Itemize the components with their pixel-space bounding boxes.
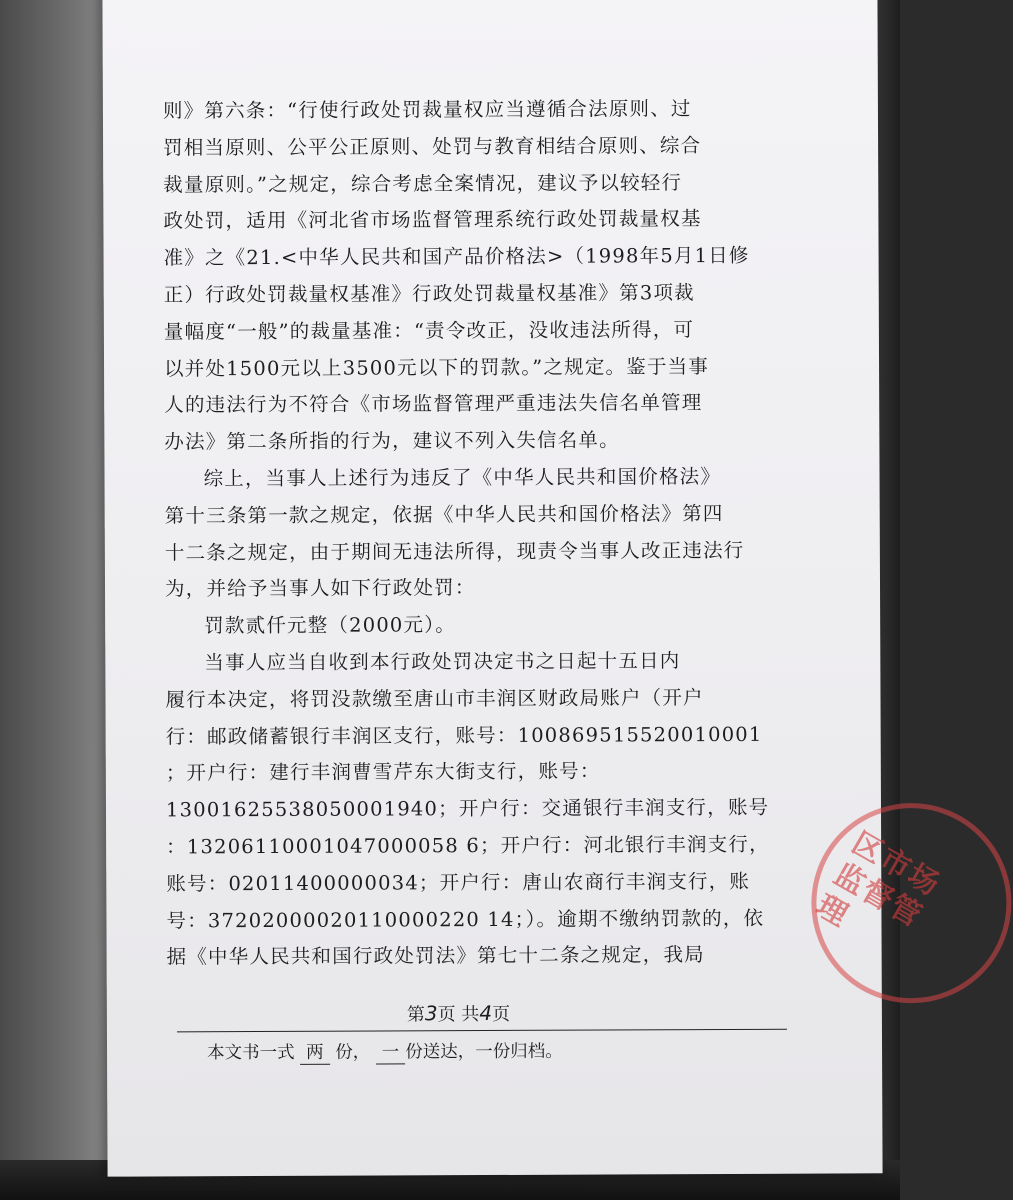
- text-line: 当事人应当自收到本行政处罚决定书之日起十五日内: [204, 649, 681, 675]
- text-line: 号：37202000020110000220 14；）。逾期不缴纳罚款的，依: [166, 906, 765, 932]
- text-line: 据《中华人民共和国行政处罚法》第七十二条之规定，我局: [166, 943, 705, 969]
- text-line: 综上，当事人上述行为违反了《中华人民共和国价格法》: [203, 464, 722, 491]
- seal-text: 区市场监督管理: [810, 825, 947, 935]
- text-line: 账号：02011400000034；开户行：唐山农商行丰润支行，账: [166, 869, 751, 896]
- text-line: 为，并给予当事人如下行政处罚：: [164, 576, 476, 601]
- text-line: ：13206110001047000058 6；开户行：河北银行丰润支行，: [166, 832, 770, 859]
- desk-background-left: [0, 0, 112, 1200]
- footer-divider: [177, 1029, 787, 1033]
- text-line: 则》第六条：“行使行政处罚裁量权应当遵循合法原则、过: [162, 97, 692, 123]
- text-line: 量幅度“一般”的裁量基准：“责令改正，没收违法所得，可: [163, 317, 695, 344]
- copies-prefix: 本文书一式: [207, 1042, 295, 1064]
- text-line: 十二条之规定，由于期间无违法所得，现责令当事人改正违法行: [164, 538, 745, 564]
- document-body: [163, 91, 787, 977]
- text-line: 办法》第二条所指的行为，建议不列入失信名单。: [164, 428, 620, 454]
- copies-note: [207, 1038, 563, 1066]
- page-prefix: 第: [406, 1004, 425, 1026]
- text-line: 履行本决定，将罚没款缴至唐山市丰润区财政局账户（开户: [165, 685, 704, 712]
- text-line: ；开户行：建行丰润曹雪芹东大街支行，账号：: [165, 759, 601, 785]
- copies-suffix: 份送达，一份归档。: [405, 1041, 563, 1063]
- text-line: 第十三条第一款之规定，依据《中华人民共和国价格法》第四: [164, 501, 724, 528]
- text-line: 以并处1500元以上3500元以下的罚款。”之规定。鉴于当事: [164, 354, 710, 381]
- copies-mid: 份，: [335, 1042, 371, 1063]
- page-suffix: 页: [492, 1003, 511, 1026]
- page-total-handwritten: 4: [479, 1001, 493, 1026]
- text-line: 正）行政处罚裁量权基准》行政处罚裁量权基准》第3项裁: [163, 281, 695, 307]
- text-line: 政处罚，适用《河北省市场监督管理系统行政处罚裁量权基: [163, 207, 702, 233]
- copies-sent-blank: 一: [376, 1038, 406, 1064]
- text-line: 行：邮政储蓄银行丰润区支行，账号：100869515520010001: [165, 722, 763, 748]
- text-line: 罚款贰仟元整（2000元）。: [204, 613, 456, 638]
- page-mid: 页 共: [437, 1004, 480, 1026]
- text-line: 13001625538050001940；开户行：交通银行丰润支行，账号: [165, 795, 770, 822]
- text-line: 准》之《21.<中华人民共和国产品价格法>（1998年5月1日修: [163, 244, 750, 270]
- text-line: 裁量原则。”之规定，综合考虑全案情况，建议予以较轻行: [163, 170, 683, 197]
- page-current-handwritten: 3: [424, 1001, 438, 1026]
- official-seal-stamp: [811, 803, 1012, 1004]
- text-line: 人的违法行为不符合《市场监督管理严重违法失信名单管理: [164, 391, 703, 417]
- document-page: [102, 0, 947, 1177]
- copies-total-blank: 两: [300, 1039, 330, 1065]
- text-line: 罚相当原则、公平公正原则、处罚与教育相结合原则、综合: [163, 133, 702, 160]
- page-number: [407, 1000, 510, 1026]
